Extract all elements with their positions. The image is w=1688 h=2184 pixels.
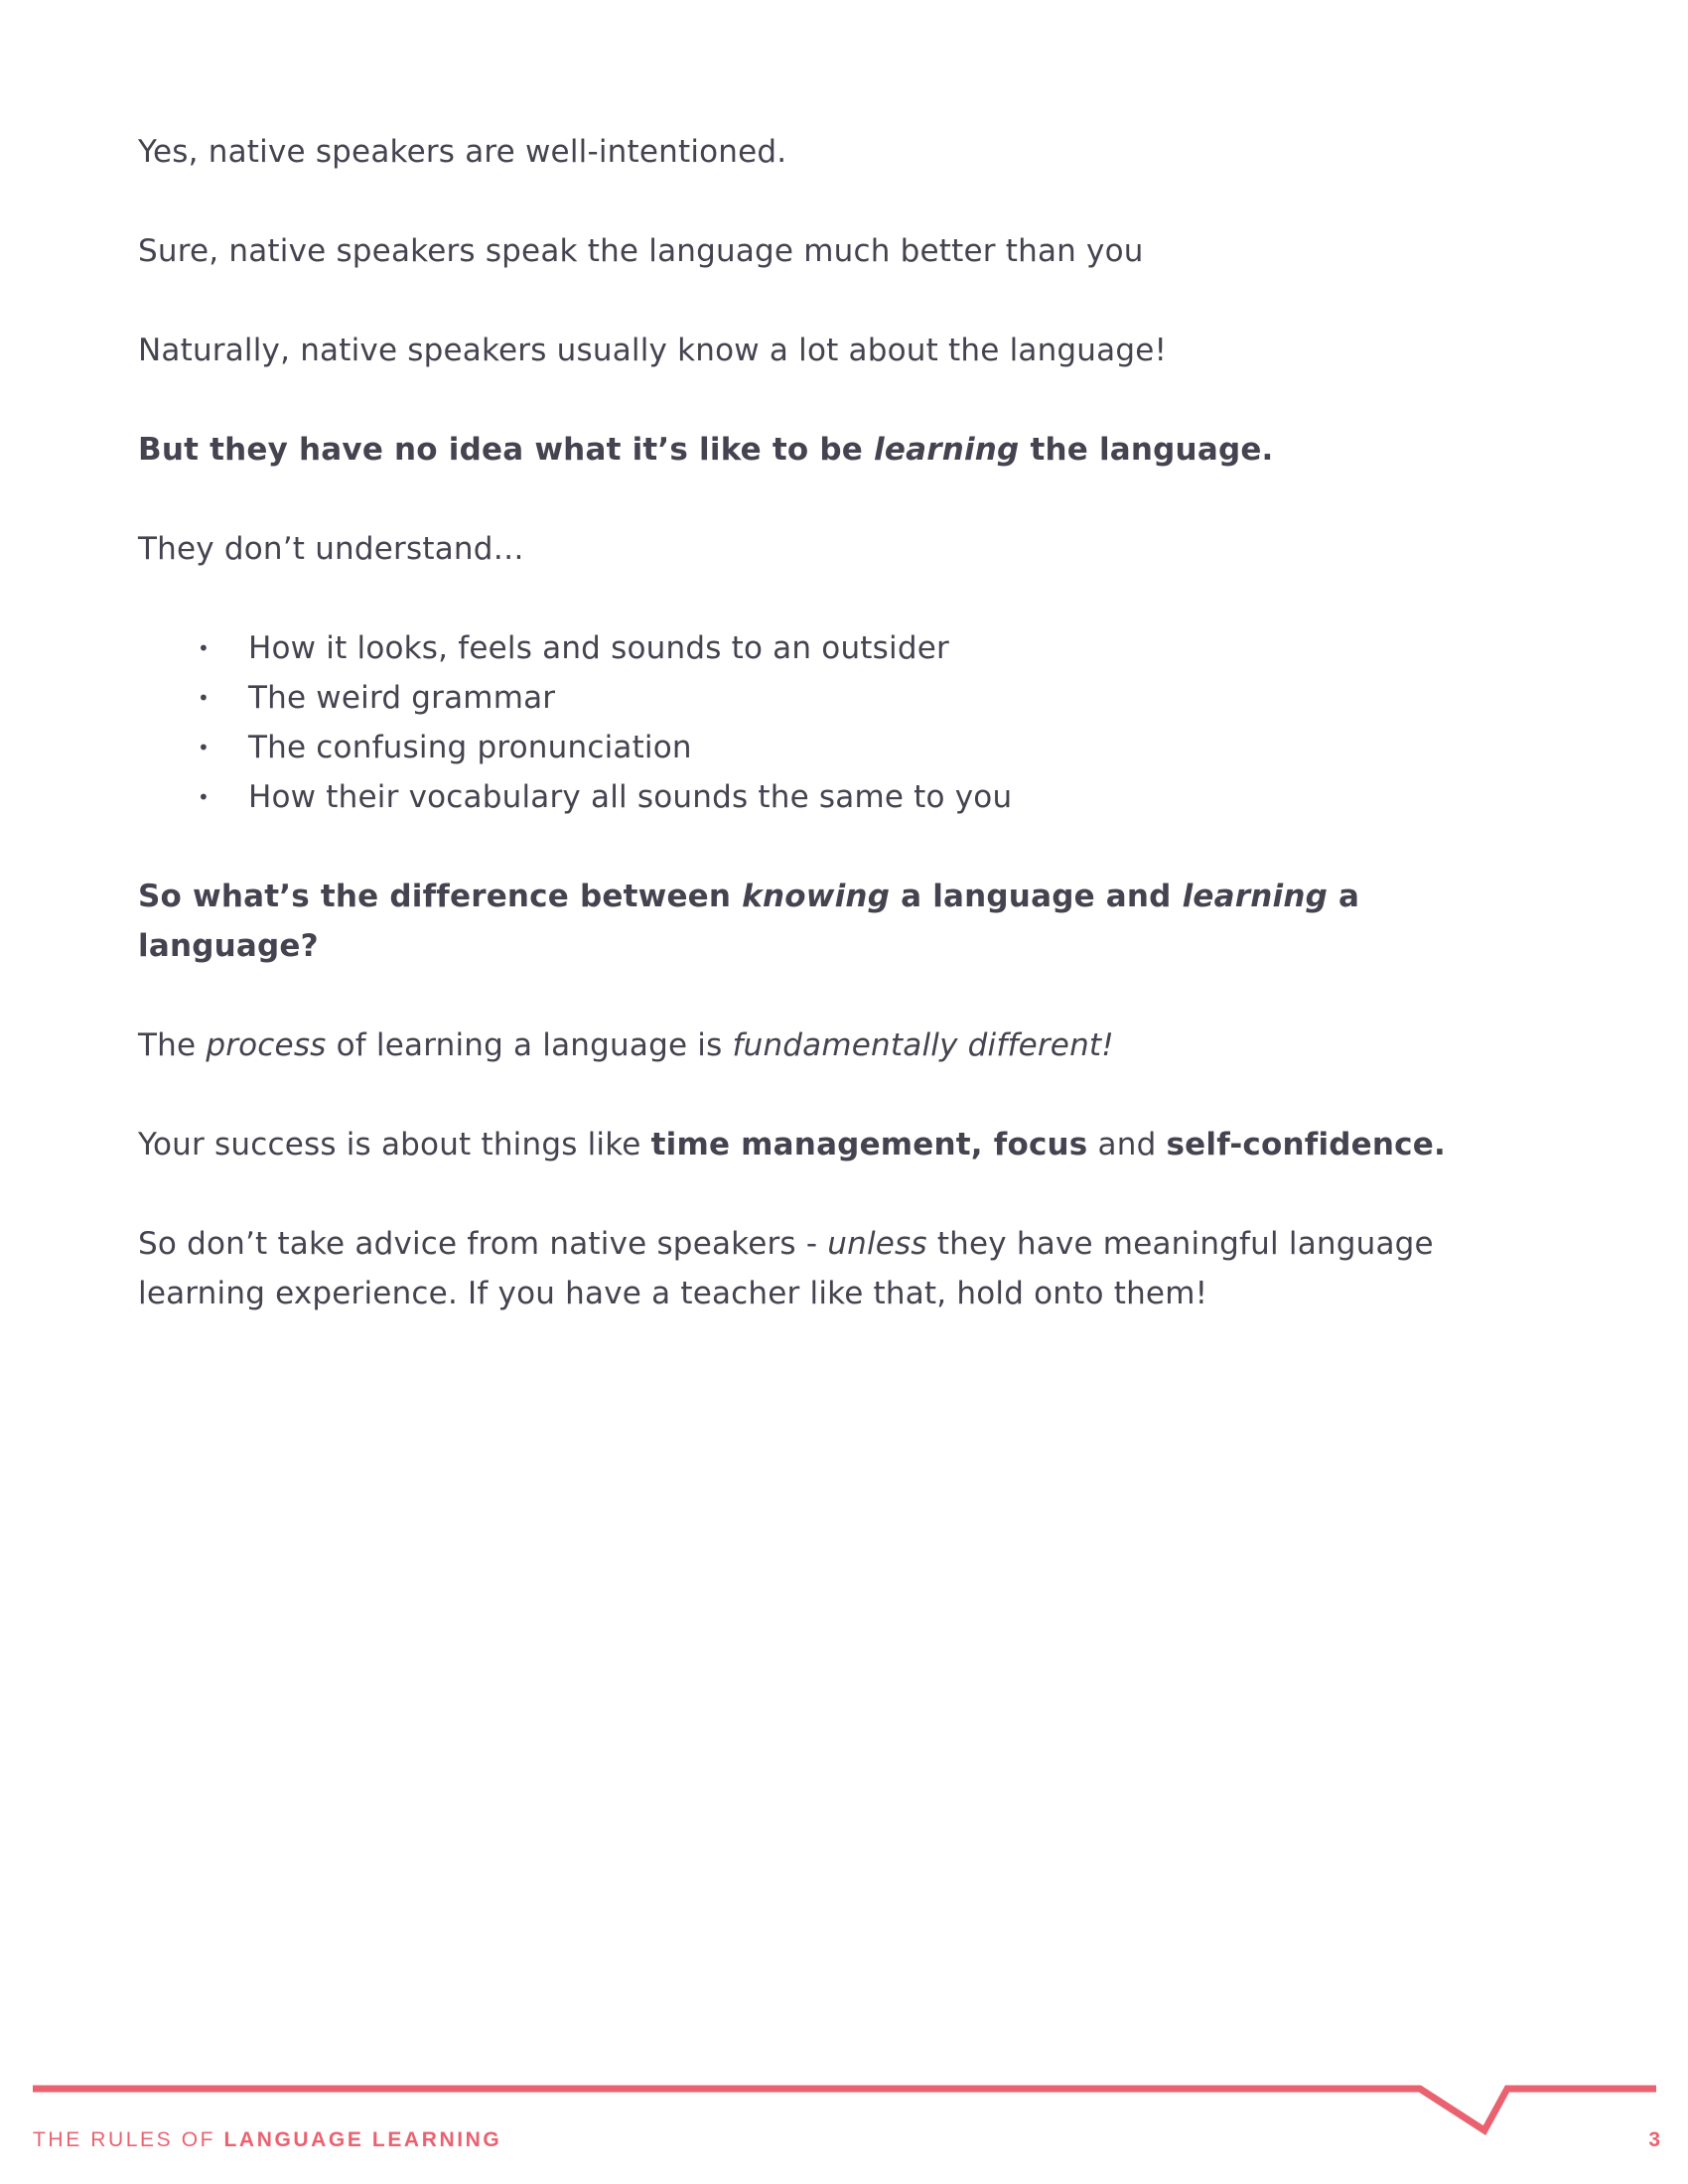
list-item-text: How it looks, feels and sounds to an outsider [248, 630, 949, 666]
no-idea-emphasis: learning [874, 432, 1020, 468]
success-strong-time: time management, focus [650, 1127, 1088, 1162]
bullet-list [138, 623, 1528, 822]
paragraph-no-idea [138, 425, 1528, 475]
footer-divider-line [33, 2089, 1656, 2130]
bullet-icon: • [198, 686, 210, 710]
bullet-icon: • [198, 636, 210, 660]
difference-emphasis-learning: learning [1182, 879, 1328, 914]
success-text-a: Your success is about things like [138, 1127, 651, 1162]
advice-emphasis-unless: unless [827, 1226, 927, 1262]
difference-emphasis-knowing: knowing [742, 879, 891, 914]
no-idea-text-a: But they have no idea what it’s like to be [138, 432, 875, 468]
list-item [138, 723, 1528, 772]
difference-text-a: So what’s the difference between [138, 879, 743, 914]
page-body [138, 127, 1528, 1368]
success-text-c: and [1087, 1127, 1167, 1162]
paragraph-dont-understand: They don’t understand… [138, 531, 524, 567]
success-strong-confidence: self-confidence. [1166, 1127, 1446, 1162]
bullet-icon: • [198, 785, 210, 809]
difference-text-c: a language and [890, 879, 1183, 914]
footer-title-strong: LANGUAGE LEARNING [223, 2128, 502, 2151]
footer-title-prefix: THE RULES OF [33, 2128, 224, 2151]
no-idea-text-c: the language. [1019, 432, 1274, 468]
paragraph-process [138, 1021, 1528, 1070]
process-emphasis: process [206, 1027, 327, 1063]
advice-text-c: they have meaningful language learning experience. If you have a teacher like that, hold onto them! [138, 1226, 1434, 1311]
list-item [138, 623, 1528, 673]
list-item-text: The weird grammar [248, 680, 556, 716]
paragraph-success [138, 1120, 1528, 1169]
list-item-text: The confusing pronunciation [248, 730, 692, 765]
paragraph-advice [138, 1219, 1469, 1318]
list-item [138, 673, 1528, 723]
paragraph-speak-better: Sure, native speakers speak the language much better than you [138, 233, 1144, 269]
page-number: 3 [1648, 2128, 1660, 2151]
difference-text-e: a language? [138, 879, 1360, 964]
advice-text-a: So don’t take advice from native speakers - [138, 1226, 828, 1262]
paragraph-difference-question [138, 872, 1528, 971]
fundamentally-different-emphasis: fundamentally different! [732, 1027, 1114, 1063]
footer-document-title [33, 2128, 501, 2152]
process-text-c: of learning a language is [326, 1027, 733, 1063]
paragraph-well-intentioned: Yes, native speakers are well-intentioned. [138, 134, 787, 170]
process-text-a: The [138, 1027, 207, 1063]
paragraph-know-a-lot: Naturally, native speakers usually know a lot about the language! [138, 333, 1168, 368]
list-item [138, 772, 1528, 822]
list-item-text: How their vocabulary all sounds the same to you [248, 779, 1013, 815]
bullet-icon: • [198, 736, 210, 759]
